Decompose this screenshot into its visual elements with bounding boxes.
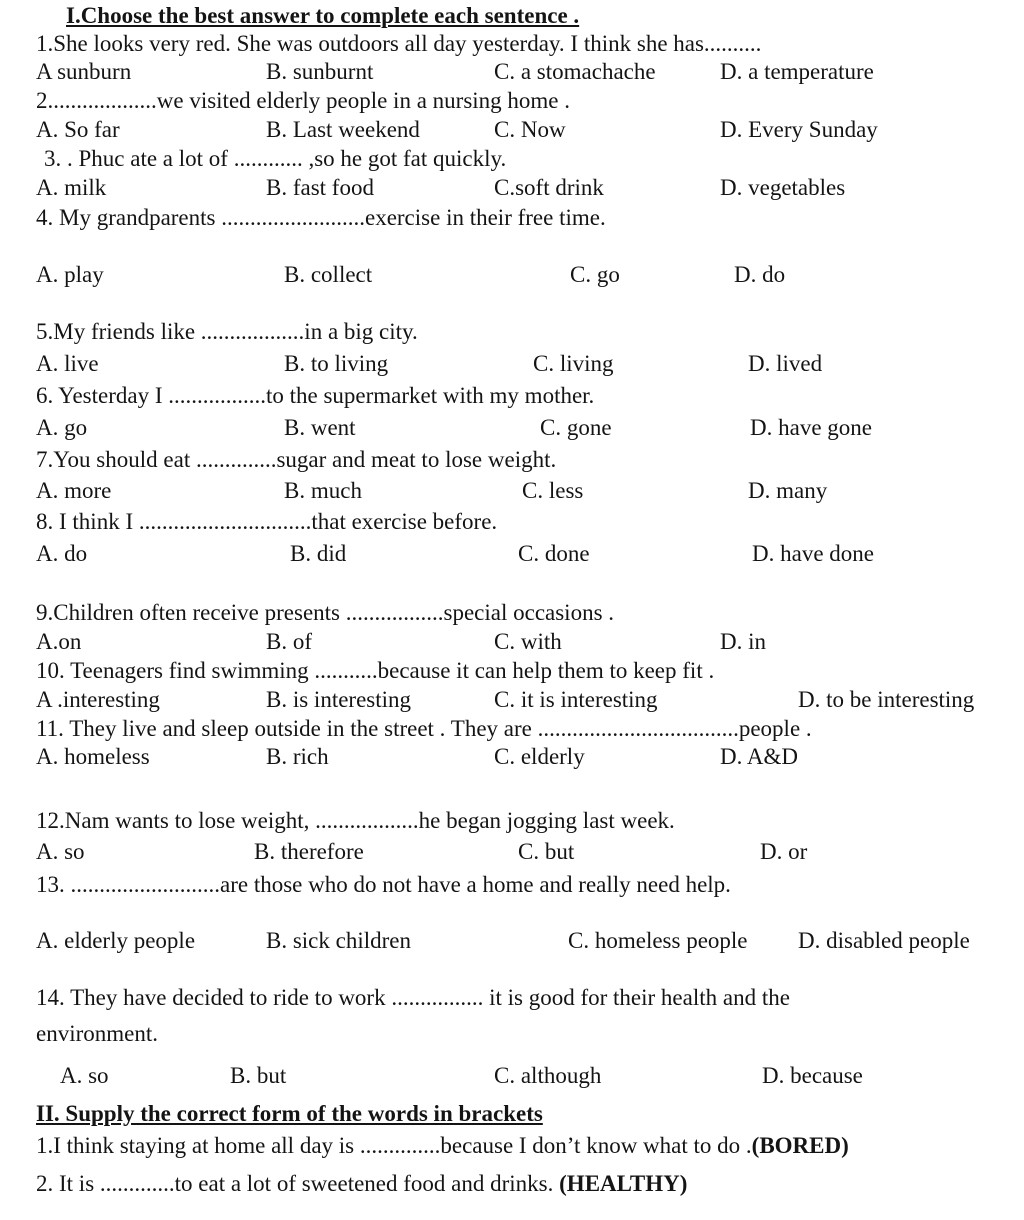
- q6-option-a[interactable]: A. go: [36, 415, 88, 440]
- q3-option-d[interactable]: D. vegetables: [720, 175, 846, 200]
- q14-option-a[interactable]: A. so: [60, 1063, 109, 1088]
- q2-option-d[interactable]: D. Every Sunday: [720, 117, 878, 142]
- section-1-title: I.Choose the best answer to complete each sentence .: [66, 3, 580, 28]
- q10-option-b[interactable]: B. is interesting: [266, 687, 412, 712]
- q11-option-b[interactable]: B. rich: [266, 744, 329, 769]
- q1-option-c[interactable]: C. a stomachache: [494, 59, 656, 84]
- q4-option-d[interactable]: D. do: [734, 262, 786, 287]
- section-2-title: II. Supply the correct form of the words in brackets: [36, 1101, 543, 1126]
- q13-option-c[interactable]: C. homeless people: [568, 928, 748, 953]
- section-2-item-2: [36, 1170, 687, 1198]
- section-2-item-1-text: 1.I think staying at home all day is ..............because I don’t know what to do .: [36, 1133, 752, 1158]
- question-4: 4. My grandparents .........................exercise in their free time.: [36, 205, 606, 230]
- question-10: 10. Teenagers find swimming ...........because it can help them to keep fit .: [36, 658, 715, 683]
- section-2-item-1: [36, 1132, 849, 1160]
- q12-option-b[interactable]: B. therefore: [254, 839, 364, 864]
- question-14-continued: environment.: [36, 1021, 158, 1046]
- q8-option-a[interactable]: A. do: [36, 541, 88, 566]
- q11-option-d[interactable]: D. A&D: [720, 744, 798, 769]
- question-9: 9.Children often receive presents .................special occasions .: [36, 600, 615, 625]
- q1-option-d[interactable]: D. a temperature: [720, 59, 874, 84]
- q14-option-b[interactable]: B. but: [230, 1063, 287, 1088]
- q1-option-b[interactable]: B. sunburnt: [266, 59, 374, 84]
- q9-option-b[interactable]: B. of: [266, 629, 312, 654]
- q4-option-c[interactable]: C. go: [570, 262, 620, 287]
- question-14: 14. They have decided to ride to work ................ it is good for their health and the: [36, 985, 790, 1010]
- q14-option-d[interactable]: D. because: [762, 1063, 863, 1088]
- q7-option-c[interactable]: C. less: [522, 478, 584, 503]
- q5-option-d[interactable]: D. lived: [748, 351, 823, 376]
- question-5: 5.My friends like ..................in a big city.: [36, 319, 418, 344]
- q9-option-a[interactable]: A.on: [36, 629, 82, 654]
- q9-option-c[interactable]: C. with: [494, 629, 562, 654]
- q10-option-d[interactable]: D. to be interesting: [798, 687, 975, 712]
- q8-option-b[interactable]: B. did: [290, 541, 347, 566]
- q3-option-a[interactable]: A. milk: [36, 175, 107, 200]
- q5-option-b[interactable]: B. to living: [284, 351, 389, 376]
- q8-option-d[interactable]: D. have done: [752, 541, 874, 566]
- q4-option-b[interactable]: B. collect: [284, 262, 373, 287]
- q2-option-b[interactable]: B. Last weekend: [266, 117, 420, 142]
- q13-option-a[interactable]: A. elderly people: [36, 928, 196, 953]
- section-2-item-2-word: (HEALTHY): [559, 1171, 688, 1196]
- question-3: 3. . Phuc ate a lot of ............ ,so he got fat quickly.: [44, 146, 507, 171]
- section-2-item-1-word: (BORED): [751, 1133, 849, 1158]
- q3-option-b[interactable]: B. fast food: [266, 175, 374, 200]
- q13-option-b[interactable]: B. sick children: [266, 928, 411, 953]
- q7-option-a[interactable]: A. more: [36, 478, 112, 503]
- q6-option-b[interactable]: B. went: [284, 415, 356, 440]
- q14-option-c[interactable]: C. although: [494, 1063, 602, 1088]
- question-7: 7.You should eat ..............sugar and meat to lose weight.: [36, 447, 557, 472]
- q5-option-a[interactable]: A. live: [36, 351, 99, 376]
- q12-option-d[interactable]: D. or: [760, 839, 808, 864]
- q8-option-c[interactable]: C. done: [518, 541, 590, 566]
- q12-option-c[interactable]: C. but: [518, 839, 575, 864]
- q3-option-c[interactable]: C.soft drink: [494, 175, 604, 200]
- section-2-item-2-text: 2. It is .............to eat a lot of sweetened food and drinks.: [36, 1171, 560, 1196]
- question-11: 11. They live and sleep outside in the street . They are ...................................people .: [36, 716, 812, 741]
- q10-option-c[interactable]: C. it is interesting: [494, 687, 658, 712]
- question-12: 12.Nam wants to lose weight, ..................he began jogging last week.: [36, 808, 675, 833]
- q5-option-c[interactable]: C. living: [533, 351, 614, 376]
- question-2: 2...................we visited elderly people in a nursing home .: [36, 88, 571, 113]
- q11-option-c[interactable]: C. elderly: [494, 744, 585, 769]
- q1-option-a[interactable]: A sunburn: [36, 59, 132, 84]
- q6-option-d[interactable]: D. have gone: [750, 415, 872, 440]
- q12-option-a[interactable]: A. so: [36, 839, 85, 864]
- q7-option-b[interactable]: B. much: [284, 478, 362, 503]
- q13-option-d[interactable]: D. disabled people: [798, 928, 970, 953]
- q4-option-a[interactable]: A. play: [36, 262, 104, 287]
- question-13: 13. ..........................are those who do not have a home and really need help.: [36, 872, 731, 897]
- q10-option-a[interactable]: A .interesting: [36, 687, 160, 712]
- question-6: 6. Yesterday I .................to the supermarket with my mother.: [36, 383, 595, 408]
- question-8: 8. I think I ..............................that exercise before.: [36, 509, 498, 534]
- q6-option-c[interactable]: C. gone: [540, 415, 612, 440]
- q11-option-a[interactable]: A. homeless: [36, 744, 150, 769]
- q2-option-c[interactable]: C. Now: [494, 117, 566, 142]
- question-1: 1.She looks very red. She was outdoors all day yesterday. I think she has..........: [36, 31, 762, 56]
- q9-option-d[interactable]: D. in: [720, 629, 766, 654]
- q7-option-d[interactable]: D. many: [748, 478, 828, 503]
- q2-option-a[interactable]: A. So far: [36, 117, 120, 142]
